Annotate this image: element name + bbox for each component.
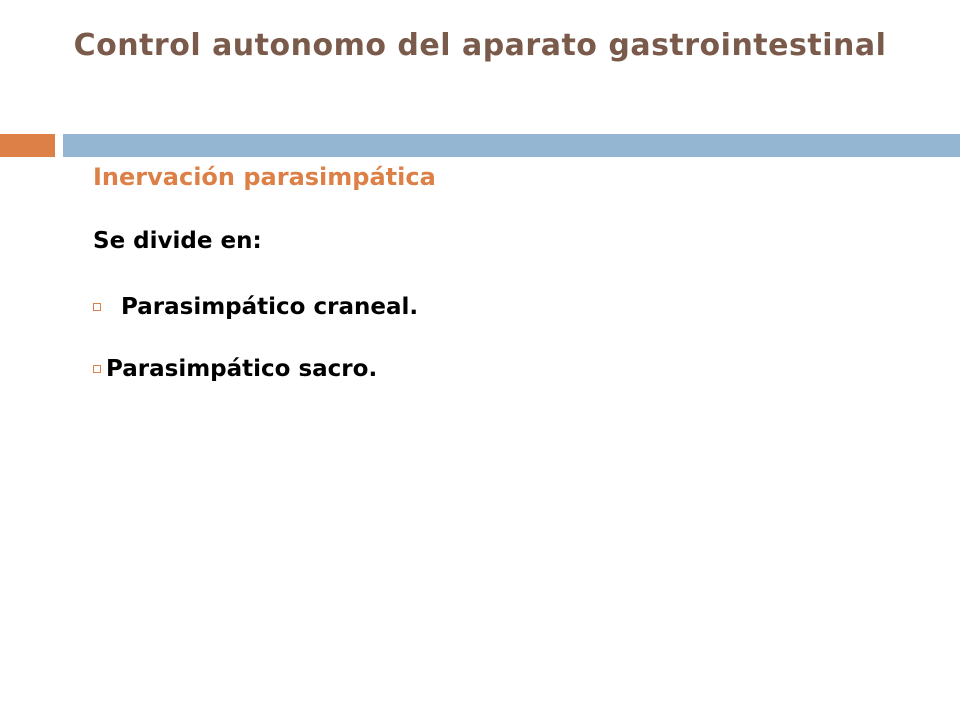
- square-bullet-icon: [93, 365, 101, 373]
- bullet-item-craneal: [93, 294, 418, 320]
- accent-bar-orange: [0, 134, 55, 157]
- intro-text: Se divide en:: [93, 228, 262, 254]
- slide-title: Control autonomo del aparato gastrointestinal: [73, 28, 887, 63]
- accent-bar-blue: [63, 134, 960, 157]
- bullet-item-label: Parasimpático sacro.: [106, 356, 378, 382]
- square-bullet-icon: [93, 303, 101, 311]
- section-subtitle: Inervación parasimpática: [93, 163, 436, 191]
- bullet-item-sacro: [93, 356, 377, 382]
- bullet-item-label: Parasimpático craneal.: [121, 294, 419, 320]
